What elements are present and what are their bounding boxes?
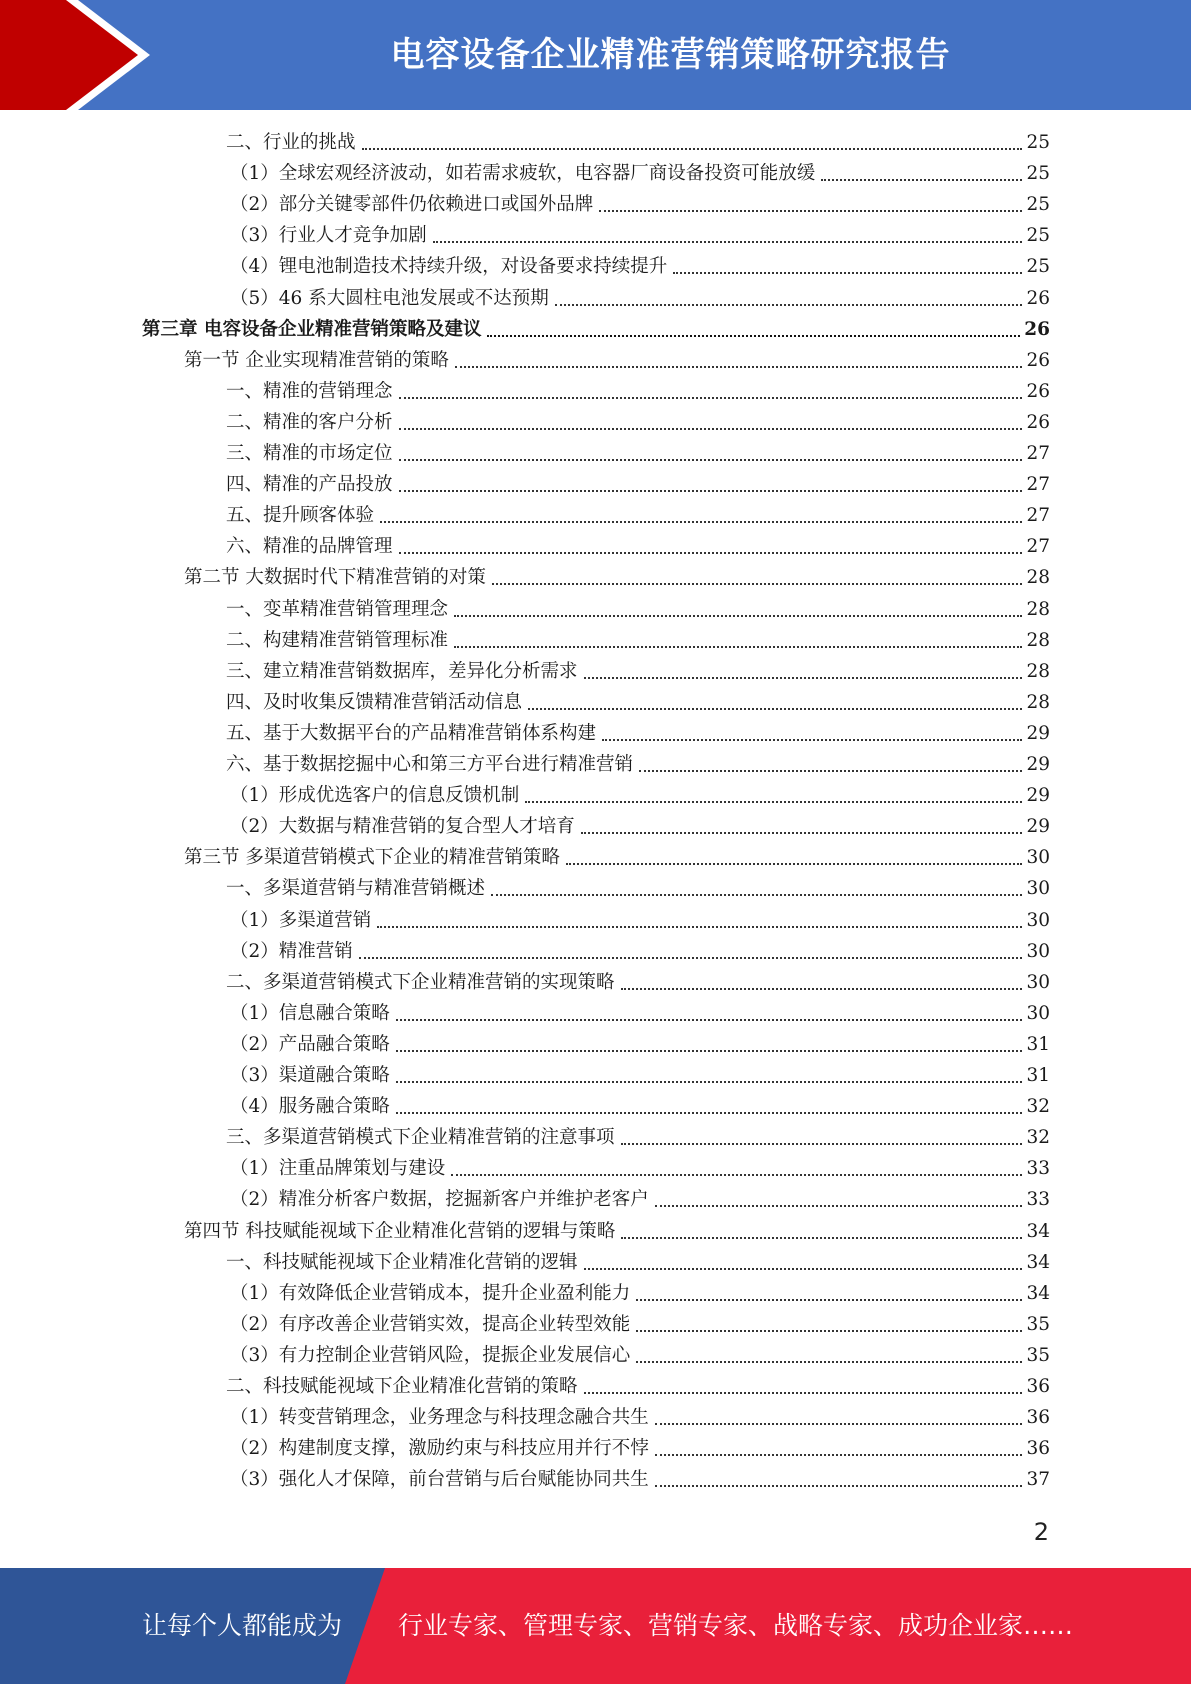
toc-page-number: 25 (1026, 225, 1050, 246)
toc-dot-leader (399, 459, 1023, 461)
toc-entry-label: （5）46 系大圆柱电池发展或不达预期 (230, 288, 549, 309)
toc-entry-label: （3）行业人才竞争加剧 (230, 225, 427, 246)
toc-page-number: 29 (1026, 754, 1050, 775)
toc-page-number: 31 (1026, 1065, 1050, 1086)
toc-dot-leader (362, 148, 1023, 150)
toc-dot-leader (399, 490, 1023, 492)
toc-entry-row[interactable] (226, 1123, 1050, 1153)
footer-slogan-right: 行业专家、管理专家、营销专家、战略专家、成功企业家…… (398, 1611, 1074, 1640)
toc-entry-label: （1）全球宏观经济波动，如若需求疲软，电容器厂商设备投资可能放缓 (230, 163, 816, 184)
toc-page-number: 28 (1026, 599, 1050, 620)
toc-entry-row[interactable] (230, 1185, 1050, 1215)
toc-dot-leader (636, 1299, 1022, 1301)
toc-dot-leader (555, 304, 1023, 306)
toc-page-number: 30 (1026, 878, 1050, 899)
report-title: 电容设备企业精准营销策略研究报告 (390, 35, 951, 75)
toc-dot-leader (621, 1237, 1022, 1239)
toc-entry-row[interactable] (226, 128, 1050, 158)
toc-page-number: 36 (1026, 1438, 1050, 1459)
toc-section-row[interactable] (184, 346, 1050, 376)
toc-entry-row[interactable] (226, 439, 1050, 469)
toc-entry-row[interactable] (230, 1030, 1050, 1060)
toc-dot-leader (491, 894, 1022, 896)
toc-entry-row[interactable] (230, 252, 1050, 282)
toc-page-number: 33 (1026, 1189, 1050, 1210)
toc-page-number: 36 (1026, 1376, 1050, 1397)
toc-page-number: 30 (1026, 1003, 1050, 1024)
toc-entry-row[interactable] (230, 999, 1050, 1029)
toc-dot-leader (399, 397, 1023, 399)
toc-entry-row[interactable] (226, 688, 1050, 718)
toc-dot-leader (399, 428, 1023, 430)
toc-entry-label: （4）服务融合策略 (230, 1096, 390, 1117)
toc-entry-label: （2）精准分析客户数据，挖掘新客户并维护老客户 (230, 1189, 649, 1210)
toc-entry-label: 第二节 大数据时代下精准营销的对策 (184, 567, 486, 588)
toc-page-number: 36 (1026, 1407, 1050, 1428)
toc-entry-row[interactable] (226, 408, 1050, 438)
header-arrow-icon (0, 0, 140, 110)
toc-entry-row[interactable] (226, 532, 1050, 562)
toc-entry-row[interactable] (226, 719, 1050, 749)
toc-page-number: 30 (1026, 972, 1050, 993)
toc-page-number: 28 (1026, 692, 1050, 713)
toc-entry-label: 第三节 多渠道营销模式下企业的精准营销策略 (184, 847, 560, 868)
toc-entry-label: 三、多渠道营销模式下企业精准营销的注意事项 (226, 1127, 615, 1148)
toc-entry-row[interactable] (230, 1465, 1050, 1495)
toc-entry-row[interactable] (230, 937, 1050, 967)
toc-entry-label: 第三章 电容设备企业精准营销策略及建议 (142, 319, 482, 340)
toc-entry-label: 三、精准的市场定位 (226, 443, 393, 464)
toc-entry-label: 四、及时收集反馈精准营销活动信息 (226, 692, 523, 713)
toc-entry-row[interactable] (230, 1279, 1050, 1309)
toc-dot-leader (584, 1392, 1023, 1394)
toc-dot-leader (396, 1050, 1023, 1052)
toc-dot-leader (655, 1423, 1023, 1425)
toc-page-number: 35 (1026, 1345, 1050, 1366)
toc-dot-leader (673, 272, 1022, 274)
toc-dot-leader (359, 957, 1023, 959)
toc-dot-leader (455, 366, 1023, 368)
toc-entry-row[interactable] (230, 1434, 1050, 1464)
toc-dot-leader (584, 1268, 1023, 1270)
toc-section-row[interactable] (184, 563, 1050, 593)
toc-dot-leader (655, 1454, 1023, 1456)
toc-entry-label: （2）构建制度支撑，激励约束与科技应用并行不悖 (230, 1438, 649, 1459)
toc-dot-leader (487, 335, 1020, 337)
toc-page-number: 29 (1026, 785, 1050, 806)
toc-page-number: 34 (1026, 1221, 1050, 1242)
toc-page-number: 27 (1026, 505, 1050, 526)
toc-page-number: 27 (1026, 536, 1050, 557)
toc-entry-row[interactable] (226, 626, 1050, 656)
toc-page-number: 27 (1026, 474, 1050, 495)
toc-dot-leader (581, 832, 1023, 834)
toc-entry-label: （2）有序改善企业营销实效，提高企业转型效能 (230, 1314, 631, 1335)
toc-dot-leader (454, 615, 1022, 617)
toc-entry-row[interactable] (226, 874, 1050, 904)
toc-dot-leader (377, 926, 1022, 928)
toc-page-number: 34 (1026, 1252, 1050, 1273)
toc-page-number: 30 (1026, 941, 1050, 962)
toc-entry-label: 五、基于大数据平台的产品精准营销体系构建 (226, 723, 597, 744)
toc-dot-leader (433, 241, 1023, 243)
toc-entry-row[interactable] (230, 159, 1050, 189)
toc-entry-label: （1）信息融合策略 (230, 1003, 390, 1024)
toc-entry-label: 二、多渠道营销模式下企业精准营销的实现策略 (226, 972, 615, 993)
toc-entry-row[interactable] (226, 1248, 1050, 1278)
toc-page-number: 35 (1026, 1314, 1050, 1335)
toc-dot-leader (380, 521, 1022, 523)
report-header (0, 0, 1191, 110)
toc-dot-leader (599, 210, 1022, 212)
toc-entry-row[interactable] (226, 377, 1050, 407)
toc-dot-leader (636, 1330, 1022, 1332)
toc-entry-label: 二、科技赋能视域下企业精准化营销的策略 (226, 1376, 578, 1397)
toc-page-number: 26 (1026, 412, 1050, 433)
toc-page-number: 37 (1026, 1469, 1050, 1490)
toc-entry-row[interactable] (230, 1341, 1050, 1371)
toc-entry-row[interactable] (226, 501, 1050, 531)
toc-page-number: 34 (1026, 1283, 1050, 1304)
toc-entry-label: 二、构建精准营销管理标准 (226, 630, 449, 651)
page-number: 2 (1033, 1518, 1049, 1546)
toc-entry-label: 一、多渠道营销与精准营销概述 (226, 878, 486, 899)
toc-section-row[interactable] (184, 843, 1050, 873)
toc-entry-row[interactable] (230, 284, 1050, 314)
toc-entry-label: （1）注重品牌策划与建设 (230, 1158, 446, 1179)
toc-entry-row[interactable] (226, 968, 1050, 998)
toc-dot-leader (621, 1143, 1023, 1145)
toc-dot-leader (566, 863, 1023, 865)
toc-entry-label: 三、建立精准营销数据库，差异化分析需求 (226, 661, 578, 682)
toc-entry-row[interactable] (230, 1092, 1050, 1122)
toc-page-number: 32 (1026, 1096, 1050, 1117)
toc-dot-leader (602, 739, 1022, 741)
footer-slogan-left: 让每个人都能成为 (142, 1611, 343, 1640)
toc-page-number: 29 (1026, 723, 1050, 744)
toc-dot-leader (454, 646, 1022, 648)
toc-page-number: 26 (1026, 381, 1050, 402)
toc-dot-leader (636, 1361, 1022, 1363)
toc-entry-label: 六、精准的品牌管理 (226, 536, 393, 557)
toc-page-number: 25 (1026, 132, 1050, 153)
toc-page-number: 25 (1026, 163, 1050, 184)
toc-dot-leader (655, 1485, 1023, 1487)
toc-dot-leader (821, 179, 1022, 181)
toc-page-number: 28 (1026, 567, 1050, 588)
toc-entry-row[interactable] (230, 1154, 1050, 1184)
toc-dot-leader (396, 1112, 1023, 1114)
toc-entry-row[interactable] (226, 657, 1050, 687)
toc-page-number: 30 (1026, 847, 1050, 868)
toc-page-number: 28 (1026, 630, 1050, 651)
toc-entry-label: （4）锂电池制造技术持续升级，对设备要求持续提升 (230, 256, 668, 277)
toc-entry-row[interactable] (230, 781, 1050, 811)
toc-entry-row[interactable] (226, 470, 1050, 500)
toc-entry-row[interactable] (226, 595, 1050, 625)
toc-dot-leader (399, 552, 1023, 554)
toc-dot-leader (621, 988, 1023, 990)
toc-dot-leader (451, 1174, 1022, 1176)
toc-entry-row[interactable] (226, 750, 1050, 780)
toc-dot-leader (525, 801, 1022, 803)
toc-entry-row[interactable] (230, 1403, 1050, 1433)
toc-entry-row[interactable] (230, 812, 1050, 842)
toc-entry-row[interactable] (226, 1372, 1050, 1402)
toc-dot-leader (655, 1205, 1023, 1207)
toc-page-number: 25 (1026, 194, 1050, 215)
toc-entry-label: （3）强化人才保障，前台营销与后台赋能协同共生 (230, 1469, 649, 1490)
toc-dot-leader (528, 708, 1022, 710)
toc-entry-label: 二、行业的挑战 (226, 132, 356, 153)
toc-entry-label: （1）有效降低企业营销成本，提升企业盈利能力 (230, 1283, 631, 1304)
toc-chapter-row[interactable] (142, 315, 1050, 345)
toc-section-row[interactable] (184, 1217, 1050, 1247)
page-footer (0, 1568, 1191, 1684)
toc-entry-label: （2）精准营销 (230, 941, 353, 962)
toc-page-number: 32 (1026, 1127, 1050, 1148)
toc-entry-label: （2）部分关键零部件仍依赖进口或国外品牌 (230, 194, 594, 215)
toc-entry-label: （1）转变营销理念，业务理念与科技理念融合共生 (230, 1407, 649, 1428)
toc-entry-label: 四、精准的产品投放 (226, 474, 393, 495)
toc-entry-label: 第四节 科技赋能视域下企业精准化营销的逻辑与策略 (184, 1221, 616, 1242)
toc-page-number: 31 (1026, 1034, 1050, 1055)
toc-page-number: 26 (1026, 288, 1050, 309)
toc-page-number: 26 (1026, 350, 1050, 371)
toc-entry-label: （2）大数据与精准营销的复合型人才培育 (230, 816, 575, 837)
toc-entry-label: 第一节 企业实现精准营销的策略 (184, 350, 449, 371)
toc-page-number: 30 (1026, 910, 1050, 931)
toc-entry-label: 六、基于数据挖掘中心和第三方平台进行精准营销 (226, 754, 634, 775)
toc-entry-row[interactable] (230, 1310, 1050, 1340)
toc-entry-label: （3）渠道融合策略 (230, 1065, 390, 1086)
toc-page-number: 29 (1026, 816, 1050, 837)
toc-entry-label: （3）有力控制企业营销风险，提振企业发展信心 (230, 1345, 631, 1366)
toc-page-number: 33 (1026, 1158, 1050, 1179)
toc-page-number: 26 (1024, 319, 1050, 340)
toc-entry-label: 一、科技赋能视域下企业精准化营销的逻辑 (226, 1252, 578, 1273)
toc-entry-label: 二、精准的客户分析 (226, 412, 393, 433)
toc-page-number: 28 (1026, 661, 1050, 682)
toc-entry-row[interactable] (230, 906, 1050, 936)
toc-dot-leader (396, 1019, 1023, 1021)
toc-entry-label: （1）多渠道营销 (230, 910, 372, 931)
toc-entry-label: 五、提升顾客体验 (226, 505, 375, 526)
toc-entry-row[interactable] (230, 190, 1050, 220)
toc-dot-leader (396, 1081, 1023, 1083)
toc-entry-row[interactable] (230, 221, 1050, 251)
toc-entry-row[interactable] (230, 1061, 1050, 1091)
toc-page-number: 25 (1026, 256, 1050, 277)
toc-dot-leader (639, 770, 1022, 772)
toc-entry-label: 一、精准的营销理念 (226, 381, 393, 402)
toc-dot-leader (584, 677, 1023, 679)
toc-entry-label: （1）形成优选客户的信息反馈机制 (230, 785, 520, 806)
toc-page-number: 27 (1026, 443, 1050, 464)
toc-dot-leader (492, 583, 1023, 585)
toc-entry-label: 一、变革精准营销管理理念 (226, 599, 449, 620)
toc-entry-label: （2）产品融合策略 (230, 1034, 390, 1055)
